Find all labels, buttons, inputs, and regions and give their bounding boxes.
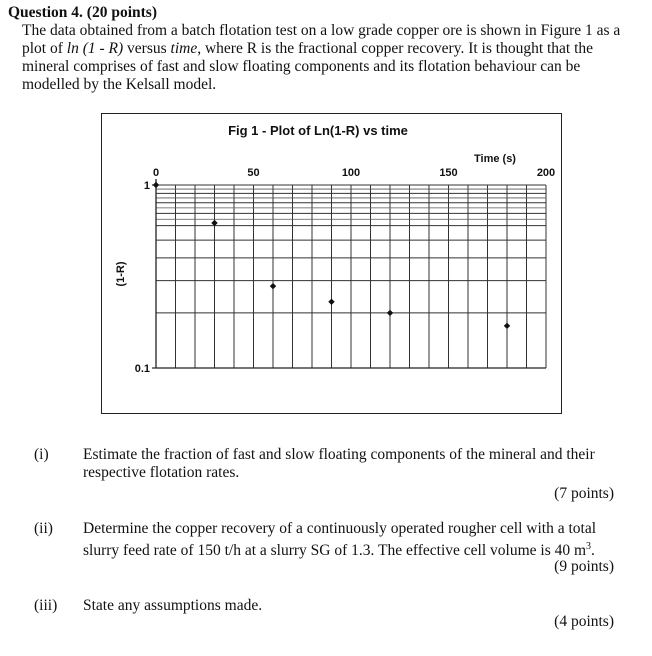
part-iii-number: (iii)	[34, 597, 58, 614]
intro-expression-ln: ln (1 - R)	[66, 40, 124, 57]
part-ii-text-main: Determine the copper recovery of a continuously operated rougher cell with a total slurry feed rate of 150 t/h at a slurry SG of 1.3. The effective cell volume is 40 m	[83, 520, 597, 560]
part-ii-points: (9 points)	[554, 558, 614, 575]
x-tick-label: 150	[439, 167, 458, 179]
part-ii-number: (ii)	[34, 520, 53, 537]
y-tick-label: 1	[143, 180, 150, 192]
y-axis-title: (1-R)	[115, 261, 127, 287]
data-point	[504, 323, 510, 329]
x-tick-label: 200	[536, 167, 556, 179]
data-point	[387, 310, 393, 316]
x-tick-label: 100	[341, 167, 361, 179]
intro-expression-time: time	[170, 40, 198, 57]
part-ii-superscript: 3	[586, 541, 592, 552]
part-i-points: (7 points)	[554, 485, 614, 502]
intro-text-1: The data obtained from a batch flotation test on a low grade copper ore is shown in Figure 1 as a plot of	[22, 22, 621, 57]
part-iii-points: (4 points)	[554, 613, 614, 630]
part-i-text: Estimate the fraction of fast and slow floating components of the mineral and their respective flotation rates.	[83, 446, 595, 481]
chart-grid	[156, 185, 546, 368]
x-tick-label: 50	[247, 167, 260, 179]
part-ii-text-end: .	[591, 542, 595, 560]
intro-text-2: versus	[123, 40, 171, 57]
question-intro	[22, 22, 622, 94]
part-ii-text	[83, 520, 613, 560]
data-point	[328, 299, 334, 305]
x-axis-title: Time (s)	[474, 153, 516, 165]
part-iii-text: State any assumptions made.	[83, 597, 263, 614]
intro-text-3: , where R is the fractional copper recovery. It is thought that the mineral comprises of fast and slow floating components and its flotation behaviour can be modelled by the Kelsall model.	[22, 40, 594, 93]
data-point	[270, 283, 276, 289]
figure-frame	[101, 113, 562, 414]
figure-chart	[102, 114, 563, 415]
question-heading: Question 4. (20 points)	[8, 4, 157, 21]
y-tick-label: 0.1	[134, 363, 150, 375]
figure-title: Fig 1 - Plot of Ln(1-R) vs time	[228, 123, 408, 138]
data-point	[153, 182, 159, 188]
x-tick-label: 0	[152, 167, 160, 179]
part-i-number: (i)	[34, 446, 49, 463]
